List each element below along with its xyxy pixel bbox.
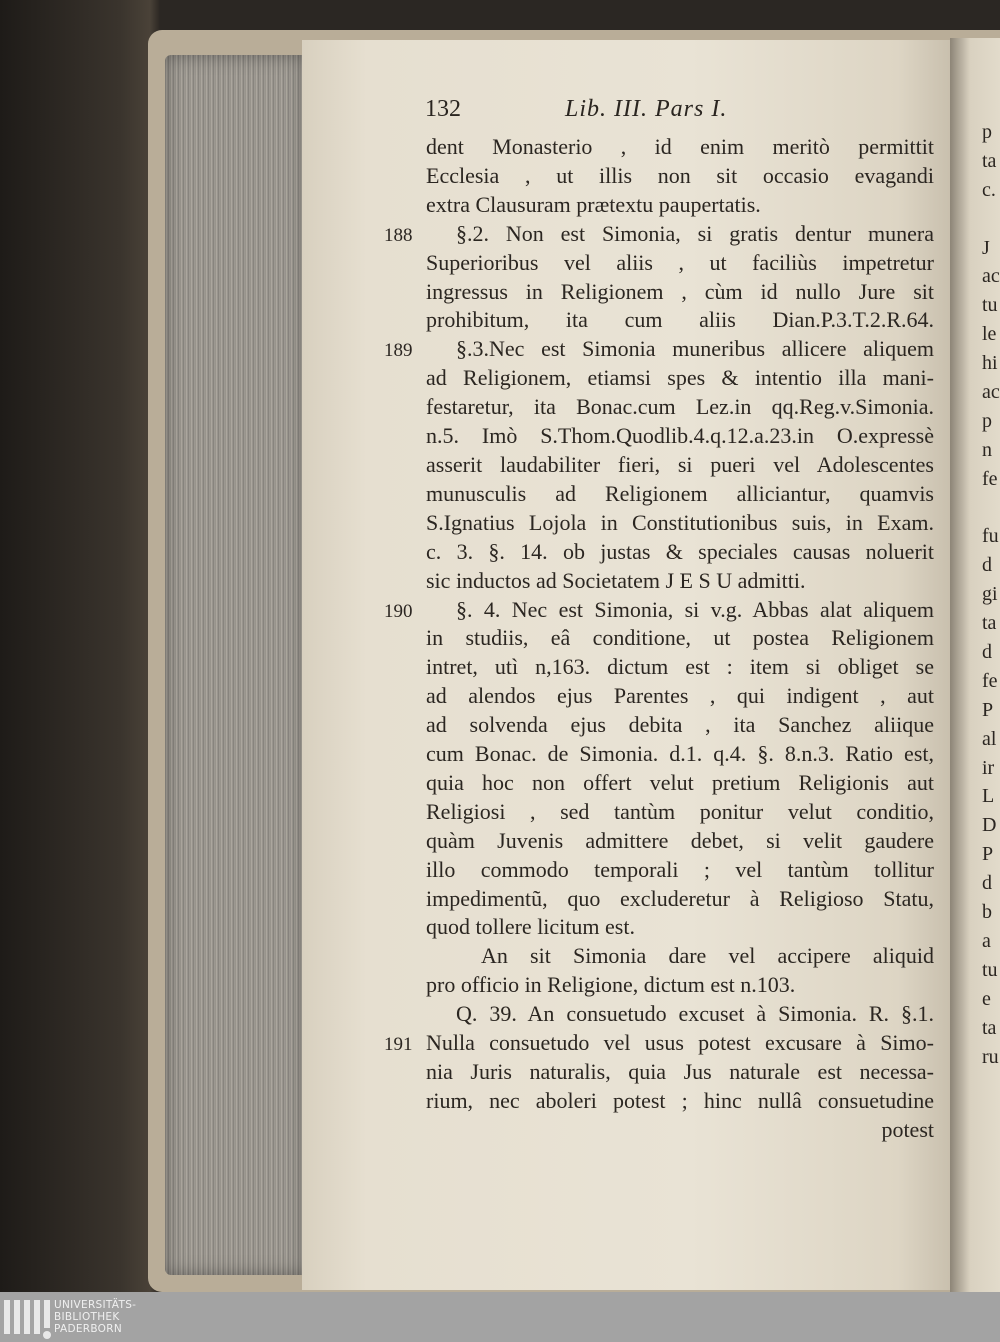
- facing-page-fragment: D: [982, 814, 997, 837]
- text-line: Religiosi , sed tantùm ponitur velut conditio,: [426, 798, 934, 824]
- page-text: [384, 133, 934, 1145]
- text-row: [426, 422, 934, 451]
- facing-page-fragment: ta: [982, 612, 997, 635]
- facing-page-text: [982, 118, 1000, 1071]
- text-row: [426, 567, 934, 596]
- text-line: intret, utì n,163. dictum est : item si obliget se: [426, 654, 934, 680]
- text-line: quia hoc non offert velut pretium Religionis aut: [426, 769, 934, 795]
- text-line: An sit Simonia dare vel accipere aliquid: [481, 943, 934, 969]
- text-row: [426, 364, 934, 393]
- text-line: munusculis ad Religionem alliciantur, quamvis: [426, 480, 934, 506]
- text-line: sic inductos ad Societatem J E S U admitti.: [426, 567, 806, 593]
- text-line: Nulla consuetudo vel usus potest excusare à Simo-: [426, 1030, 934, 1056]
- facing-page-fragment: hi: [982, 352, 998, 375]
- text-row: [426, 942, 934, 971]
- text-line: S.Ignatius Lojola in Constitutionibus suis, in Exam.: [426, 509, 934, 535]
- facing-page-fragment: J: [982, 236, 990, 259]
- text-line: festaretur, ita Bonac.cum Lez.in qq.Reg.v.Simonia.: [426, 394, 934, 420]
- text-line: cum Bonac. de Simonia. d.1. q.4. §. 8.n.3. Ratio est,: [426, 741, 934, 767]
- facing-page-fragment: fe: [982, 669, 998, 692]
- facing-page-fragment: a: [982, 929, 991, 952]
- text-line: ingressus in Religionem , cùm id nullo Jure sit: [426, 278, 934, 304]
- text-row: [426, 278, 934, 307]
- facing-page-fragment: fe: [982, 467, 998, 490]
- facing-page-fragment: P: [982, 698, 994, 721]
- text-row: [426, 162, 934, 191]
- text-line: dent Monasterio , id enim meritò permittit: [426, 134, 934, 159]
- text-row: [426, 191, 934, 220]
- text-line: nia Juris naturalis, quia Jus naturale est necessa-: [426, 1059, 934, 1084]
- text-line: Q. 39. An consuetudo excuset à Simonia. R. §.1.: [456, 1001, 934, 1027]
- facing-page-fragment: ir: [982, 756, 995, 779]
- facing-page-fragment: p: [982, 409, 992, 432]
- text-line: quàm Juvenis admittere debet, si velit gaudere: [426, 827, 934, 853]
- facing-page-fragment: ru: [982, 1045, 999, 1068]
- text-line: extra Clausuram prætextu paupertatis.: [426, 191, 761, 217]
- text-row: [426, 480, 934, 509]
- text-row: [426, 306, 934, 335]
- facing-page-fragment: ac: [982, 381, 1000, 404]
- margin-paragraph-number: 190: [384, 600, 413, 622]
- text-line: prohibitum, ita cum aliis Dian.P.3.T.2.R.64.: [426, 307, 934, 333]
- library-logo-text: UNIVERSITÄTS- BIBLIOTHEK PADERBORN: [54, 1299, 137, 1335]
- text-row: [426, 798, 934, 827]
- text-row: [426, 711, 934, 740]
- text-line: §.3.Nec est Simonia muneribus allicere aliquem: [456, 336, 934, 362]
- facing-page-fragment: gi: [982, 583, 998, 606]
- text-row: [426, 1058, 934, 1087]
- text-row: [426, 856, 934, 885]
- text-line: pro officio in Religione, dictum est n.103.: [426, 972, 796, 998]
- margin-paragraph-number: 191: [384, 1034, 413, 1056]
- text-line: in studiis, eâ conditione, ut postea Religionem: [426, 625, 934, 651]
- text-row: [426, 1116, 934, 1145]
- text-row: [384, 335, 934, 364]
- text-row: [426, 682, 934, 711]
- facing-page-fragment: d: [982, 872, 992, 895]
- text-row: [426, 827, 934, 856]
- text-row: [426, 913, 934, 942]
- facing-page-fragment: d: [982, 641, 992, 664]
- text-line: illo commodo temporali ; vel tantùm tollitur: [426, 856, 934, 882]
- text-row: [426, 1087, 934, 1116]
- text-line: n.5. Imò S.Thom.Quodlib.4.q.12.a.23.in O.expressè: [426, 423, 934, 449]
- facing-page-fragment: ta: [982, 149, 997, 172]
- text-row: [426, 769, 934, 798]
- text-line: rium, nec aboleri potest ; hinc nullâ consuetudine: [426, 1087, 934, 1113]
- text-row: [384, 596, 934, 625]
- facing-page-fragment: [982, 494, 1000, 523]
- text-row: [426, 740, 934, 769]
- text-line: c. 3. §. 14. ob justas & speciales causas noluerit: [426, 538, 934, 564]
- footer-bar: [0, 1292, 1000, 1342]
- text-line: ad Religionem, etiamsi spes & intentio illa mani-: [426, 365, 934, 391]
- facing-page-fragment: p: [982, 121, 992, 143]
- facing-page-fragment: ac: [982, 265, 1000, 288]
- margin-paragraph-number: 189: [384, 340, 413, 362]
- text-line: §. 4. Nec est Simonia, si v.g. Abbas alat aliquem: [456, 596, 934, 622]
- text-line: ad alendos ejus Parentes , qui indigent , aut: [426, 683, 934, 709]
- running-head: Lib. III. Pars I.: [565, 96, 728, 122]
- facing-page-fragment: P: [982, 843, 994, 866]
- page-number: 132: [425, 96, 461, 122]
- facing-page-fragment: ta: [982, 1016, 997, 1039]
- facing-page-fragment: tu: [982, 958, 998, 981]
- text-row: [384, 220, 934, 249]
- text-line: quod tollere licitum est.: [426, 914, 635, 940]
- facing-page-fragment: e: [982, 987, 991, 1010]
- page-header: [425, 96, 925, 128]
- facing-page-fragment: al: [982, 727, 997, 750]
- text-row: [426, 451, 934, 480]
- facing-page-fragment: L: [982, 785, 995, 808]
- text-row: [426, 538, 934, 567]
- text-row: [426, 133, 934, 162]
- facing-page-fragment: le: [982, 323, 997, 346]
- facing-page-fragment: tu: [982, 294, 998, 317]
- text-row: [426, 971, 934, 1000]
- text-row: [426, 885, 934, 914]
- facing-page-fragment: c.: [982, 178, 996, 201]
- text-line: §.2. Non est Simonia, si gratis dentur munera: [456, 220, 934, 246]
- margin-paragraph-number: 188: [384, 224, 413, 246]
- text-row: [426, 393, 934, 422]
- text-line: impedimentũ, quo excluderetur à Religioso Statu,: [426, 885, 934, 911]
- facing-page-fragment: [982, 205, 1000, 234]
- text-row: [426, 509, 934, 538]
- text-row: [384, 1029, 934, 1058]
- facing-page-fragment: fu: [982, 525, 999, 548]
- text-line: asserit laudabiliter fieri, si pueri vel Adolescentes: [426, 451, 934, 477]
- text-row: [426, 1000, 934, 1029]
- text-row: [426, 624, 934, 653]
- text-line: Superioribus vel aliis , ut faciliùs impetretur: [426, 249, 934, 275]
- text-line: Ecclesia , ut illis non sit occasio evagandi: [426, 162, 934, 188]
- text-line: potest: [881, 1116, 934, 1142]
- text-row: [426, 653, 934, 682]
- text-line: ad solvenda ejus debita , ita Sanchez aliique: [426, 712, 934, 738]
- facing-page-fragment: b: [982, 901, 992, 924]
- text-row: [426, 249, 934, 278]
- page-edges: [165, 55, 305, 1275]
- facing-page-fragment: n: [982, 438, 992, 461]
- facing-page-fragment: d: [982, 554, 992, 577]
